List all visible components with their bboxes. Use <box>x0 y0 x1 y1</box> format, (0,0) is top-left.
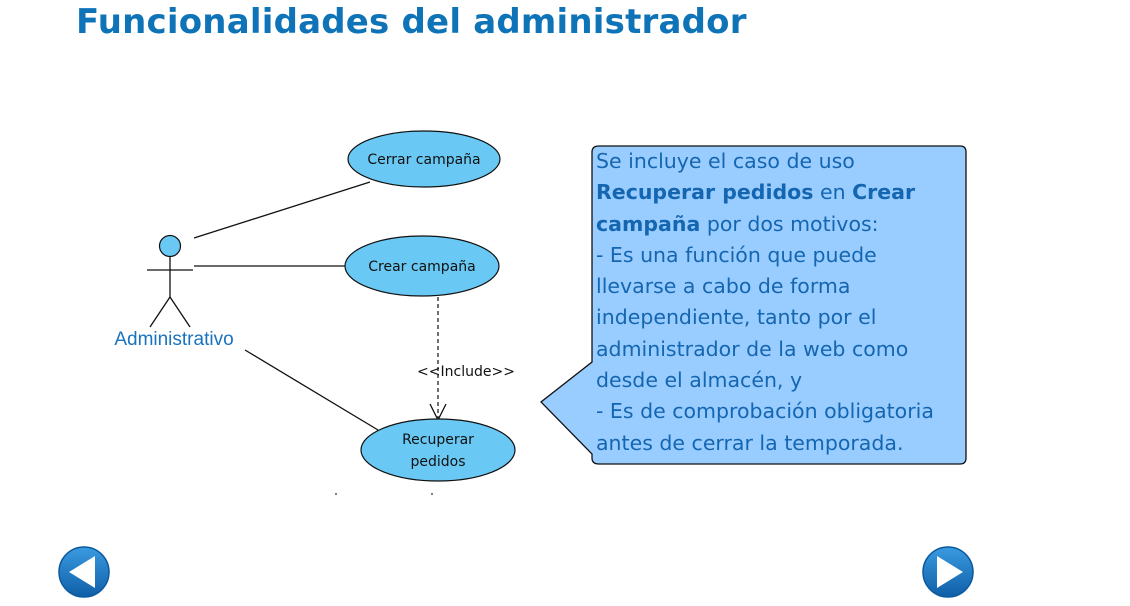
note-line-2 <box>596 177 968 208</box>
page-title: Funcionalidades del administrador <box>76 2 747 42</box>
include-stereotype-label: <<Include>> <box>417 364 515 380</box>
note-emphasis-crear: Crear <box>852 180 916 205</box>
use-case-cerrar-label: Cerrar campaña <box>367 152 481 168</box>
note-line-3-text: por dos motivos: <box>700 211 879 236</box>
association-line-recuperar <box>245 350 378 430</box>
use-case-cerrar-campana[interactable] <box>348 131 500 187</box>
note-line-2-text: en <box>813 180 853 205</box>
note-line-4-text: - Es una función que puede <box>596 242 877 267</box>
note-line-7 <box>596 334 968 365</box>
next-nav-button[interactable] <box>923 547 973 597</box>
note-line-5 <box>596 271 968 302</box>
note-line-8-text: desde el almacén, y <box>596 368 803 393</box>
note-text <box>596 146 968 459</box>
use-case-crear-label: Crear campaña <box>368 259 476 275</box>
note-line-3 <box>596 209 968 240</box>
note-emphasis-recuperar: Recuperar pedidos <box>596 180 814 205</box>
artifact-dot <box>431 493 433 495</box>
use-case-recuperar-label-line2: pedidos <box>410 454 466 470</box>
note-line-10 <box>596 428 968 459</box>
note-line-9 <box>596 396 968 427</box>
note-line-1-text: Se incluye el caso de uso <box>596 149 855 173</box>
association-line-cerrar <box>194 182 370 238</box>
note-line-8 <box>596 365 968 396</box>
note-line-4 <box>596 240 968 271</box>
actor-label: Administrativo <box>114 329 234 350</box>
note-line-6-text: independiente, tanto por el <box>596 305 877 330</box>
actor-administrativo <box>147 236 193 328</box>
use-case-recuperar-pedidos[interactable] <box>361 419 515 481</box>
note-line-1 <box>596 146 968 177</box>
note-line-5-text: llevarse a cabo de forma <box>596 274 851 299</box>
use-case-crear-campana[interactable] <box>345 236 499 296</box>
use-case-recuperar-label-line1: Recuperar <box>402 432 474 448</box>
note-emphasis-campana: campaña <box>596 211 701 236</box>
note-line-7-text: administrador de la web como <box>596 336 909 361</box>
prev-nav-button[interactable] <box>59 547 109 597</box>
note-line-9-text: - Es de comprobación obligatoria <box>596 399 934 424</box>
note-line-10-text: antes de cerrar la temporada. <box>596 430 904 455</box>
artifact-dot <box>335 493 337 495</box>
note-line-6 <box>596 302 968 333</box>
